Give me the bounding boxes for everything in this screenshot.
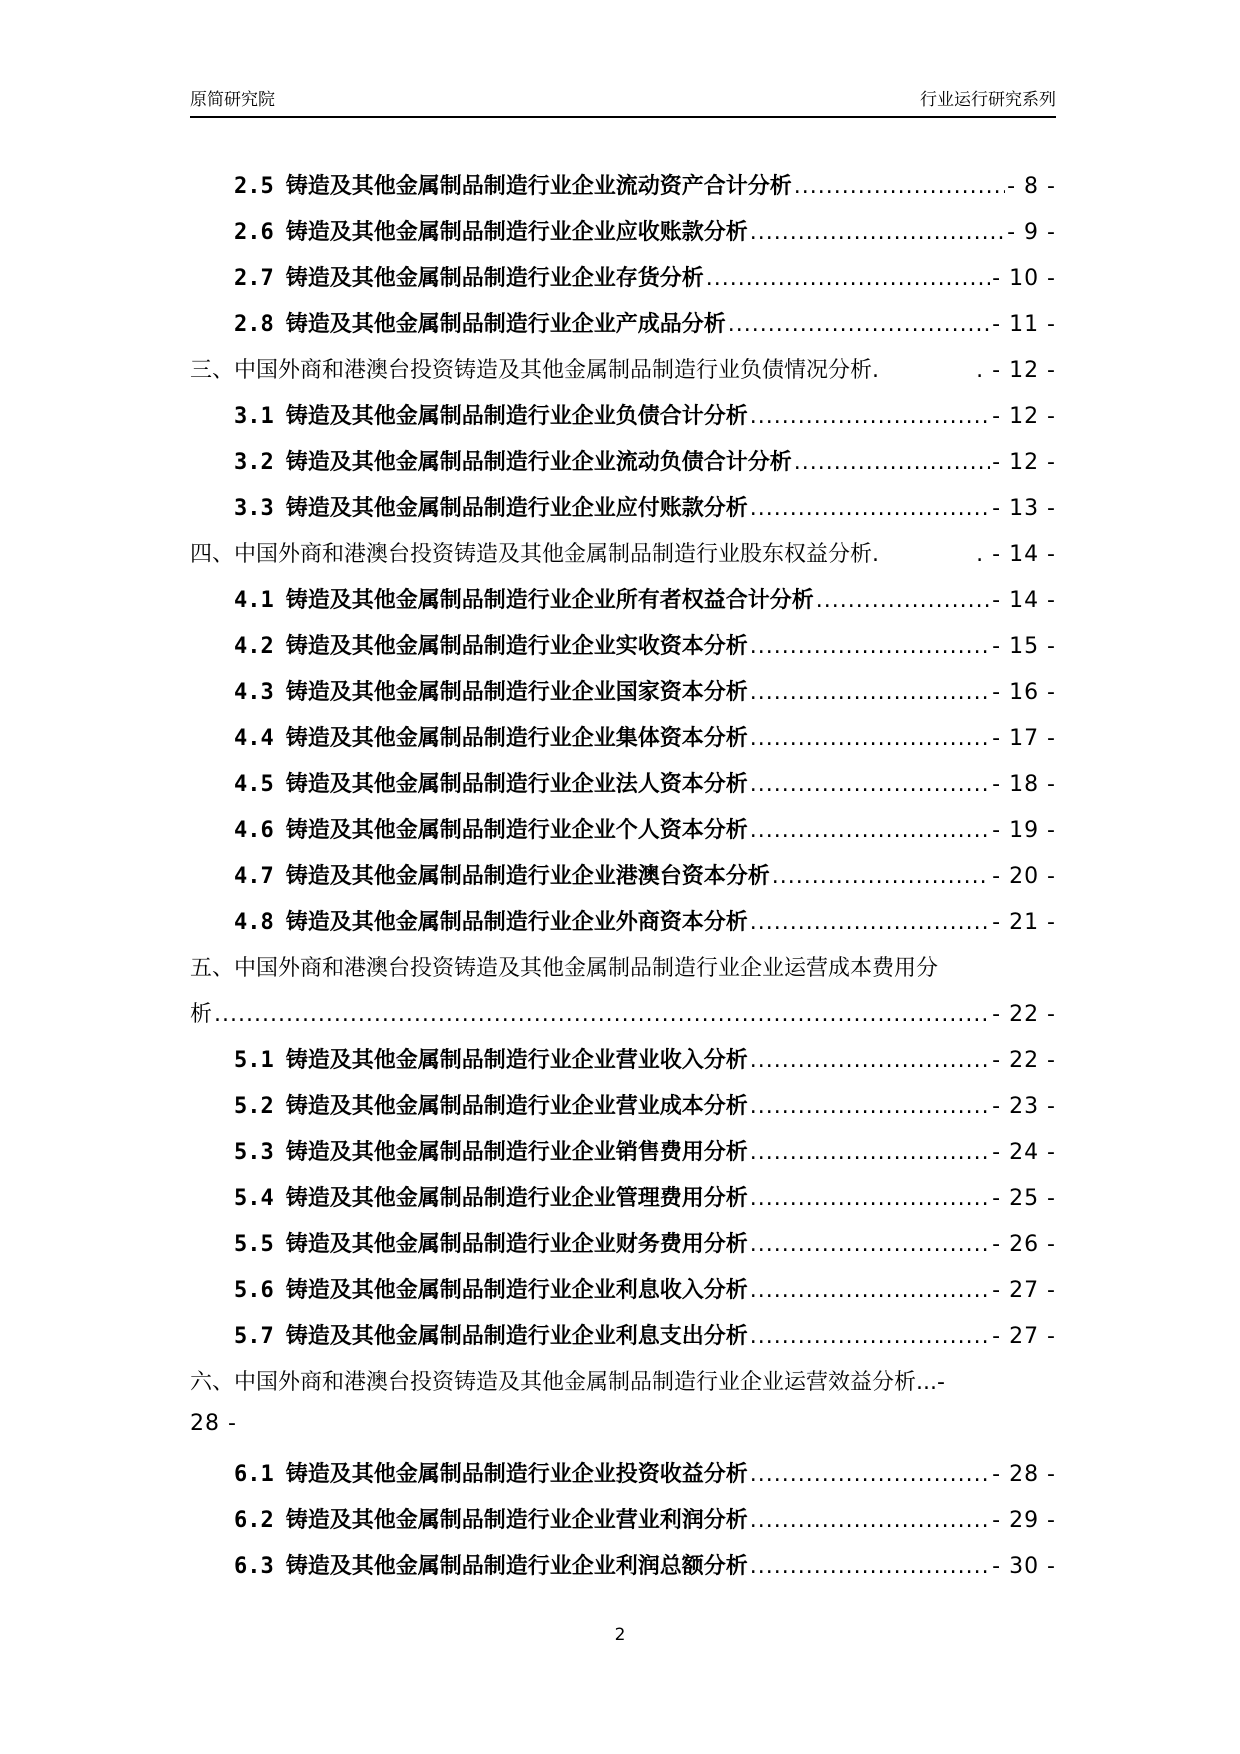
toc-entry[interactable] (190, 1181, 1056, 1227)
toc-leader-dots (794, 450, 990, 475)
toc-entry[interactable] (190, 1503, 1056, 1549)
toc-entry-number: 6.1 (234, 1462, 274, 1487)
toc-entry-number: 4.6 (234, 818, 274, 843)
toc-entry-title: 铸造及其他金属制品制造行业企业管理费用分析 (285, 1186, 748, 1211)
toc-leader-dots (750, 1232, 990, 1257)
toc-entry-title: 铸造及其他金属制品制造行业企业个人资本分析 (285, 818, 748, 843)
toc-entry-title: 铸造及其他金属制品制造行业企业流动资产合计分析 (285, 174, 792, 199)
toc-entry[interactable] (190, 399, 1056, 445)
toc-section-title: 六、中国外商和港澳台投资铸造及其他金属制品制造行业企业运营效益分析...- (190, 1370, 945, 1395)
toc-entry[interactable] (190, 767, 1056, 813)
toc-entry-title: 铸造及其他金属制品制造行业企业外商资本分析 (285, 910, 748, 935)
toc-leader-dots (750, 1048, 990, 1073)
toc-entry-title: 铸造及其他金属制品制造行业企业营业收入分析 (285, 1048, 748, 1073)
toc-leader-dots (750, 404, 990, 429)
toc-entry[interactable] (190, 675, 1056, 721)
toc-entry-number: 2.8 (234, 312, 274, 337)
toc-entry-page: - 20 - (992, 864, 1056, 889)
toc-entry-page: . - 14 - (976, 542, 1056, 567)
toc-entry-number: 5.2 (234, 1094, 274, 1119)
page-number: 2 (614, 1625, 626, 1645)
toc-entry-number: 3.1 (234, 404, 274, 429)
toc-entry-number: 4.4 (234, 726, 274, 751)
toc-entry-page: . - 12 - (976, 358, 1056, 383)
toc-entry-number: 5.7 (234, 1324, 274, 1349)
toc-entry[interactable] (190, 1227, 1056, 1273)
toc-leader-dots (214, 1002, 990, 1027)
toc-entry-page: - 27 - (992, 1278, 1056, 1303)
toc-entry-number: 4.7 (234, 864, 274, 889)
toc-leader-dots (772, 864, 990, 889)
toc-entry-title: 铸造及其他金属制品制造行业企业销售费用分析 (285, 1140, 748, 1165)
toc-entry-page: 28 - (190, 1411, 237, 1436)
toc-entry-page: - 12 - (992, 450, 1056, 475)
toc-entry-number: 2.7 (234, 266, 274, 291)
toc-entry-number: 5.4 (234, 1186, 274, 1211)
toc-entry[interactable] (190, 307, 1056, 353)
toc-entry-title: 铸造及其他金属制品制造行业企业营业成本分析 (285, 1094, 748, 1119)
toc-entry-number: 6.3 (234, 1554, 274, 1579)
toc-leader-dots (750, 910, 990, 935)
toc-entry-title: 铸造及其他金属制品制造行业企业应收账款分析 (285, 220, 748, 245)
toc-leader-dots (728, 312, 990, 337)
toc-entry-page: - 23 - (992, 1094, 1056, 1119)
toc-entry-title: 铸造及其他金属制品制造行业企业法人资本分析 (285, 772, 748, 797)
toc-section-title-cont: 析 (190, 1002, 213, 1027)
toc-entry-title: 铸造及其他金属制品制造行业企业国家资本分析 (285, 680, 748, 705)
toc-section-title: 四、中国外商和港澳台投资铸造及其他金属制品制造行业股东权益分析. (190, 542, 879, 567)
toc-section-entry[interactable] (190, 951, 1056, 1043)
toc-entry-page: - 14 - (992, 588, 1056, 613)
toc-entry-title: 铸造及其他金属制品制造行业企业利润总额分析 (285, 1554, 748, 1579)
toc-entry-page: - 17 - (992, 726, 1056, 751)
toc-entry[interactable] (190, 721, 1056, 767)
toc-leader-dots (750, 726, 990, 751)
toc-entry[interactable] (190, 813, 1056, 859)
toc-entry-page: - 19 - (992, 818, 1056, 843)
toc-entry-number: 2.6 (234, 220, 274, 245)
toc-entry-page: - 25 - (992, 1186, 1056, 1211)
toc-entry-number: 4.3 (234, 680, 274, 705)
toc-entry[interactable] (190, 1549, 1056, 1595)
toc-leader-dots (750, 1278, 990, 1303)
toc-entry-page: - 29 - (992, 1508, 1056, 1533)
toc-section-title: 五、中国外商和港澳台投资铸造及其他金属制品制造行业企业运营成本费用分 (190, 956, 939, 981)
toc-leader-dots (750, 634, 990, 659)
toc-entry-number: 5.1 (234, 1048, 274, 1073)
toc-leader-dots (750, 1140, 990, 1165)
toc-leader-dots (750, 220, 1005, 245)
toc-entry-title: 铸造及其他金属制品制造行业企业应付账款分析 (285, 496, 748, 521)
toc-leader-dots (750, 1554, 990, 1579)
toc-entry-number: 4.2 (234, 634, 274, 659)
toc-entry[interactable] (190, 1089, 1056, 1135)
toc-entry-number: 5.3 (234, 1140, 274, 1165)
toc-entry[interactable] (190, 445, 1056, 491)
toc-entry[interactable] (190, 1319, 1056, 1365)
toc-leader-dots (750, 1094, 990, 1119)
toc-entry-page: - 8 - (1007, 174, 1056, 199)
toc-leader-dots (794, 174, 1005, 199)
toc-entry-number: 3.2 (234, 450, 274, 475)
toc-entry-page: - 12 - (992, 404, 1056, 429)
toc-leader-dots (750, 1186, 990, 1211)
toc-leader-dots (750, 1462, 990, 1487)
toc-entry-number: 4.1 (234, 588, 274, 613)
toc-entry-title: 铸造及其他金属制品制造行业企业存货分析 (285, 266, 704, 291)
toc-entry[interactable] (190, 905, 1056, 951)
toc-entry[interactable] (190, 215, 1056, 261)
toc-entry-page: - 26 - (992, 1232, 1056, 1257)
toc-entry-page: - 16 - (992, 680, 1056, 705)
toc-entry[interactable] (190, 629, 1056, 675)
toc-entry-title: 铸造及其他金属制品制造行业企业实收资本分析 (285, 634, 748, 659)
table-of-contents (190, 169, 1056, 1595)
toc-entry-title: 铸造及其他金属制品制造行业企业负债合计分析 (285, 404, 748, 429)
toc-entry-page: - 9 - (1007, 220, 1056, 245)
toc-entry-page: - 13 - (992, 496, 1056, 521)
toc-entry-title: 铸造及其他金属制品制造行业企业港澳台资本分析 (285, 864, 770, 889)
toc-entry-page: - 27 - (992, 1324, 1056, 1349)
toc-leader-dots (816, 588, 990, 613)
toc-entry-number: 4.5 (234, 772, 274, 797)
toc-entry-page: - 11 - (992, 312, 1056, 337)
toc-entry[interactable] (190, 859, 1056, 905)
toc-entry-title: 铸造及其他金属制品制造行业企业营业利润分析 (285, 1508, 748, 1533)
toc-section-entry[interactable] (190, 537, 1056, 583)
toc-entry[interactable] (190, 261, 1056, 307)
toc-entry-number: 6.2 (234, 1508, 274, 1533)
toc-entry[interactable] (190, 583, 1056, 629)
toc-entry-title: 铸造及其他金属制品制造行业企业产成品分析 (285, 312, 726, 337)
toc-entry-number: 2.5 (234, 174, 274, 199)
toc-section-entry[interactable] (190, 353, 1056, 399)
toc-entry-page: - 22 - (992, 1002, 1056, 1027)
toc-entry-page: - 10 - (992, 266, 1056, 291)
header-series: 行业运行研究系列 (920, 90, 1056, 110)
toc-leader-dots (750, 680, 990, 705)
toc-entry-page: - 28 - (992, 1462, 1056, 1487)
toc-entry[interactable] (190, 1457, 1056, 1503)
toc-section-title: 三、中国外商和港澳台投资铸造及其他金属制品制造行业负债情况分析. (190, 358, 879, 383)
toc-entry-page: - 30 - (992, 1554, 1056, 1579)
toc-entry-number: 3.3 (234, 496, 274, 521)
header-publisher: 原简研究院 (190, 90, 275, 110)
toc-entry-title: 铸造及其他金属制品制造行业企业集体资本分析 (285, 726, 748, 751)
toc-leader-dots (750, 1324, 990, 1349)
toc-section-entry[interactable] (190, 1365, 1056, 1457)
toc-leader-dots (706, 266, 990, 291)
toc-entry-title: 铸造及其他金属制品制造行业企业财务费用分析 (285, 1232, 748, 1257)
toc-entry-title: 铸造及其他金属制品制造行业企业利息收入分析 (285, 1278, 748, 1303)
toc-leader-dots (750, 496, 990, 521)
toc-leader-dots (750, 818, 990, 843)
toc-entry-number: 5.6 (234, 1278, 274, 1303)
toc-entry-page: - 21 - (992, 910, 1056, 935)
toc-entry-page: - 24 - (992, 1140, 1056, 1165)
toc-entry-number: 4.8 (234, 910, 274, 935)
toc-entry[interactable] (190, 1043, 1056, 1089)
toc-entry[interactable] (190, 1135, 1056, 1181)
toc-entry-page: - 18 - (992, 772, 1056, 797)
toc-entry-number: 5.5 (234, 1232, 274, 1257)
toc-leader-dots (750, 772, 990, 797)
page-header (190, 86, 1056, 118)
toc-entry-title: 铸造及其他金属制品制造行业企业所有者权益合计分析 (285, 588, 814, 613)
toc-entry-title: 铸造及其他金属制品制造行业企业利息支出分析 (285, 1324, 748, 1349)
toc-entry[interactable] (190, 491, 1056, 537)
toc-entry-page: - 22 - (992, 1048, 1056, 1073)
toc-entry-title: 铸造及其他金属制品制造行业企业投资收益分析 (285, 1462, 748, 1487)
toc-entry[interactable] (190, 169, 1056, 215)
toc-entry[interactable] (190, 1273, 1056, 1319)
toc-leader-dots (750, 1508, 990, 1533)
toc-entry-title: 铸造及其他金属制品制造行业企业流动负债合计分析 (285, 450, 792, 475)
toc-entry-page: - 15 - (992, 634, 1056, 659)
